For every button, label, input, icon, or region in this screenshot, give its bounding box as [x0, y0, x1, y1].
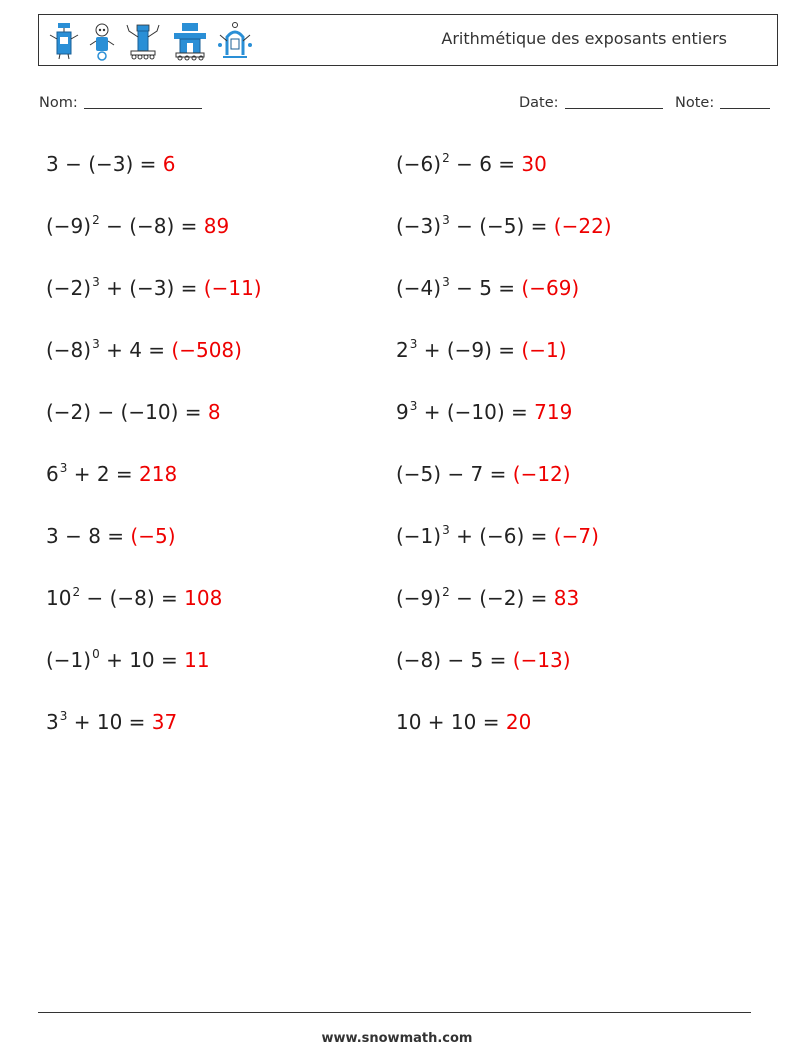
- problem-item: [396, 462, 571, 486]
- date-field[interactable]: [519, 94, 663, 111]
- footer-website: www.snowmath.com: [321, 1031, 473, 1046]
- problem-expression: (−3): [396, 214, 442, 238]
- footer-divider: [38, 1012, 751, 1013]
- problem-answer: 37: [151, 710, 178, 734]
- worksheet-title: Arithmétique des exposants entiers: [441, 29, 727, 48]
- problem-expression-rest: − (−8) =: [99, 214, 204, 238]
- note-field[interactable]: [675, 94, 770, 111]
- problem-item: [46, 586, 222, 610]
- problem-item: [396, 524, 599, 548]
- problem-exponent: 0: [92, 647, 100, 661]
- problem-exponent: 3: [442, 275, 450, 289]
- problem-answer: (−69): [521, 276, 580, 300]
- problem-expression: (−2) − (−10) =: [46, 400, 208, 424]
- problem-exponent: 3: [409, 399, 418, 413]
- problem-exponent: 3: [442, 213, 450, 227]
- problem-expression: 2: [396, 338, 409, 362]
- problem-answer: 89: [203, 214, 230, 238]
- problem-item: [396, 214, 612, 238]
- name-field[interactable]: [39, 94, 202, 111]
- problem-expression: (−5) − 7 =: [396, 462, 513, 486]
- problem-expression: (−2): [46, 276, 92, 300]
- problem-item: [46, 400, 221, 424]
- problem-expression-rest: + 4 =: [99, 338, 172, 362]
- problem-exponent: 3: [59, 461, 68, 475]
- problem-expression-rest: − 5 =: [449, 276, 522, 300]
- problem-answer: (−22): [553, 214, 612, 238]
- problem-expression: 3: [46, 710, 59, 734]
- problem-answer: 11: [184, 648, 210, 672]
- problem-answer: 218: [139, 462, 178, 486]
- problem-item: [46, 152, 176, 176]
- date-blank[interactable]: [565, 94, 663, 109]
- problem-answer: 20: [505, 710, 532, 734]
- problem-exponent: 2: [92, 213, 100, 227]
- robot-icon-5: [217, 21, 253, 61]
- problem-answer: 30: [521, 152, 547, 176]
- problem-item: [396, 400, 572, 424]
- robot-icons: [47, 19, 253, 63]
- problem-exponent: 2: [442, 151, 450, 165]
- problem-exponent: 3: [92, 337, 100, 351]
- problem-answer: 719: [534, 400, 573, 424]
- problem-expression: 3 − 8 =: [46, 524, 131, 548]
- problem-item: [396, 710, 531, 734]
- problem-expression: (−8): [46, 338, 92, 362]
- problem-answer: (−5): [130, 524, 176, 548]
- date-label: Date:: [519, 95, 559, 111]
- problem-expression-rest: − 6 =: [449, 152, 522, 176]
- problem-expression-rest: + 2 =: [67, 462, 140, 486]
- problem-item: [46, 648, 210, 672]
- problem-item: [46, 524, 176, 548]
- problem-item: [396, 586, 579, 610]
- robot-icon-2: [88, 21, 116, 61]
- problem-expression-rest: − (−2) =: [449, 586, 554, 610]
- problem-item: [46, 338, 242, 362]
- problem-answer: 6: [162, 152, 176, 176]
- problem-expression: (−9): [396, 586, 442, 610]
- problem-exponent: 2: [442, 585, 450, 599]
- problem-item: [396, 648, 571, 672]
- problem-expression-rest: − (−5) =: [449, 214, 554, 238]
- problem-expression: 3 − (−3) =: [46, 152, 163, 176]
- header-box: [38, 14, 778, 66]
- problem-expression-rest: + (−3) =: [99, 276, 204, 300]
- name-label: Nom:: [39, 95, 78, 111]
- robot-icon-3: [123, 21, 163, 61]
- robot-icon-4: [170, 21, 210, 61]
- problem-answer: (−508): [171, 338, 242, 362]
- note-label: Note:: [675, 95, 715, 111]
- problem-item: [396, 152, 547, 176]
- note-blank[interactable]: [720, 94, 770, 109]
- problem-answer: (−11): [203, 276, 262, 300]
- problem-exponent: 3: [92, 275, 100, 289]
- problem-expression-rest: + (−10) =: [417, 400, 535, 424]
- problem-expression: (−9): [46, 214, 92, 238]
- problem-item: [396, 338, 567, 362]
- problem-expression: (−6): [396, 152, 442, 176]
- problem-expression-rest: + (−6) =: [449, 524, 554, 548]
- problem-expression: (−8) − 5 =: [396, 648, 513, 672]
- problem-exponent: 3: [59, 709, 68, 723]
- problem-answer: (−12): [512, 462, 571, 486]
- problem-expression: 10 + 10 =: [396, 710, 506, 734]
- problem-answer: 83: [553, 586, 580, 610]
- problem-exponent: 2: [72, 585, 81, 599]
- problem-expression: (−4): [396, 276, 442, 300]
- problem-answer: (−1): [521, 338, 567, 362]
- problem-item: [46, 214, 229, 238]
- problem-answer: 108: [184, 586, 223, 610]
- problem-expression: 10: [46, 586, 72, 610]
- name-blank[interactable]: [84, 94, 202, 109]
- problem-expression: 9: [396, 400, 409, 424]
- problem-expression-rest: + 10 =: [99, 648, 185, 672]
- problem-item: [396, 276, 579, 300]
- problem-item: [46, 710, 177, 734]
- robot-icon-1: [47, 21, 81, 61]
- problem-expression: 6: [46, 462, 59, 486]
- problem-expression-rest: + (−9) =: [417, 338, 522, 362]
- problem-item: [46, 462, 177, 486]
- problem-expression: (−1): [396, 524, 442, 548]
- problem-answer: (−7): [553, 524, 599, 548]
- problem-exponent: 3: [409, 337, 418, 351]
- problem-expression-rest: − (−8) =: [80, 586, 185, 610]
- problem-answer: 8: [207, 400, 221, 424]
- problem-expression-rest: + 10 =: [67, 710, 152, 734]
- problem-expression: (−1): [46, 648, 92, 672]
- problem-item: [46, 276, 262, 300]
- problem-answer: (−13): [512, 648, 571, 672]
- problem-exponent: 3: [442, 523, 450, 537]
